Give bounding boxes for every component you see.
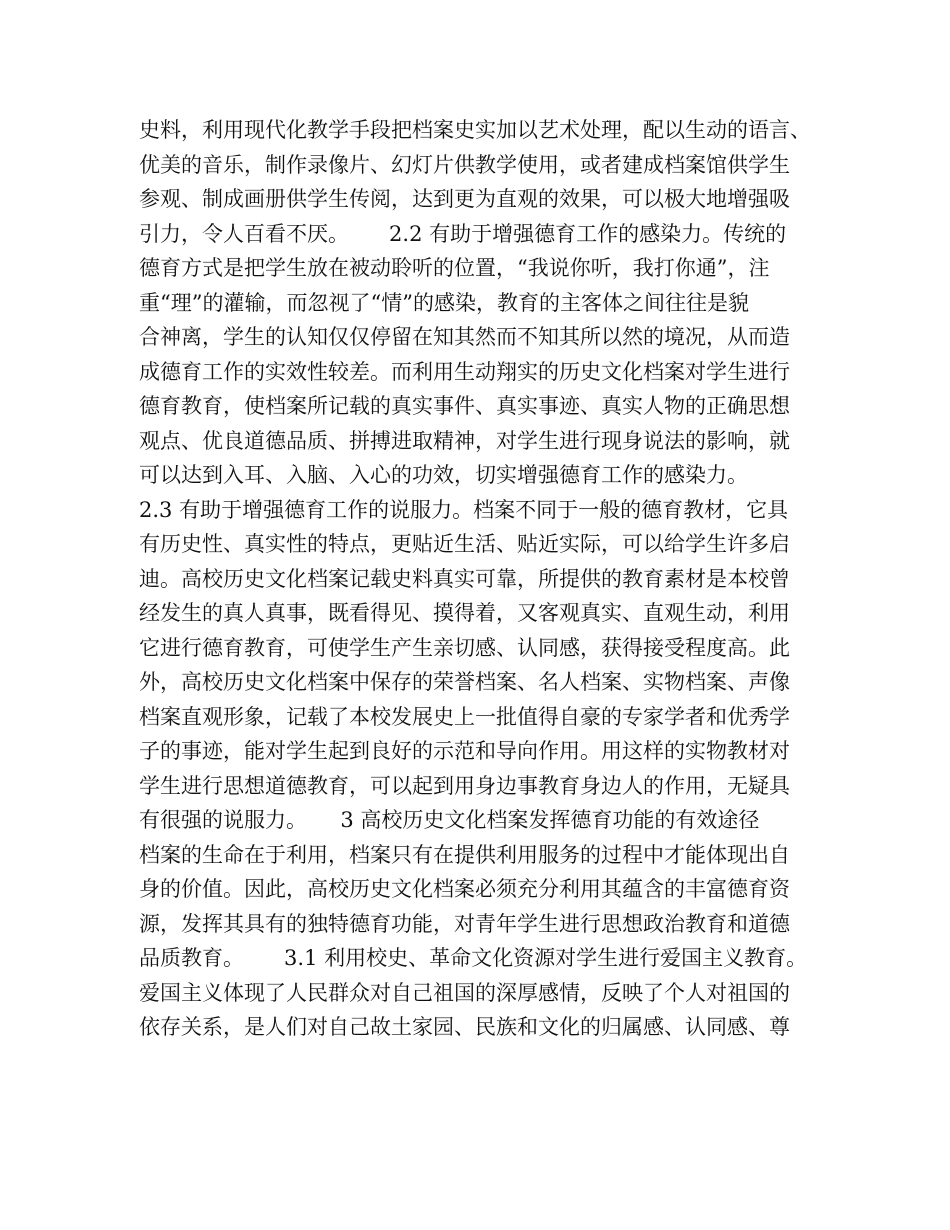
text-line: 重“理”的灌输，而忽视了“情”的感染，教育的主客体之间往往是貌 (139, 290, 749, 315)
text-line: 成德育工作的实效性较差。而利用生动翔实的历史文化档案对学生进行 (139, 359, 790, 384)
text-line: 身的价值。因此，高校历史文化档案必须充分利用其蕴含的丰富德育资 (139, 877, 790, 901)
text-line: 子的事迹，能对学生起到良好的示范和导向作用。用这样的实物教材对 (139, 739, 790, 763)
text-line: 学生进行思想道德教育，可以起到用身边事教育身边人的作用，无疑具 (139, 773, 790, 798)
text-line: 源，发挥其具有的独特德育功能，对青年学生进行思想政治教育和道德 (139, 911, 790, 936)
body-text (139, 113, 839, 1045)
text-line: 有历史性、真实性的特点，更贴近生活、贴近实际，可以给学生许多启 (139, 532, 790, 556)
text-line: 合神离，学生的认知仅仅停留在知其然而不知其所以然的境况，从而造 (139, 325, 790, 349)
text-line: 2.3 有助于增强德育工作的说服力。档案不同于一般的德育教材，它具 (139, 497, 789, 522)
text-line: 爱国主义体现了人民群众对自己祖国的深厚感情，反映了个人对祖国的 (139, 980, 790, 1005)
text-line: 史料，利用现代化教学手段把档案史实加以艺术处理，配以生动的语言、 (139, 118, 811, 142)
text-line: 优美的音乐，制作录像片、幻灯片供教学使用，或者建成档案馆供学生 (139, 152, 790, 177)
text-line: 外，高校历史文化档案中保存的荣誉档案、名人档案、实物档案、声像 (139, 670, 790, 694)
text-line: 德育教育，使档案所记载的真实事件、真实事迹、真实人物的正确思想 (139, 394, 790, 418)
text-line: 引力，令人百看不厌。 2.2 有助于增强德育工作的感染力。传统的 (139, 221, 787, 246)
text-line: 可以达到入耳、入脑、入心的功效，切实增强德育工作的感染力。 (139, 463, 748, 487)
text-line: 观点、优良道德品质、拼搏进取精神，对学生进行现身说法的影响，就 (139, 428, 790, 453)
text-line: 德育方式是把学生放在被动聆听的位置，“我说你听，我打你通”，注 (139, 256, 770, 280)
text-line: 迪。高校历史文化档案记载史料真实可靠，所提供的教育素材是本校曾 (139, 566, 790, 591)
text-line: 经发生的真人真事，既看得见、摸得着，又客观真实、直观生动，利用 (139, 601, 790, 625)
text-line: 依存关系，是人们对自己故土家园、民族和文化的归属感、认同感、尊 (139, 1015, 790, 1039)
text-line: 有很强的说服力。 3 高校历史文化档案发挥德育功能的有效途径 (139, 808, 760, 832)
text-line: 档案直观形象，记载了本校发展史上一批值得自豪的专家学者和优秀学 (139, 704, 790, 729)
text-line: 档案的生命在于利用，档案只有在提供利用服务的过程中才能体现出自 (139, 842, 790, 867)
text-line: 参观、制成画册供学生传阅，达到更为直观的效果，可以极大地增强吸 (139, 187, 790, 211)
text-line: 它进行德育教育，可使学生产生亲切感、认同感，获得接受程度高。此 (139, 635, 790, 660)
text-line: 品质教育。 3.1 利用校史、革命文化资源对学生进行爱国主义教育。 (139, 946, 808, 970)
